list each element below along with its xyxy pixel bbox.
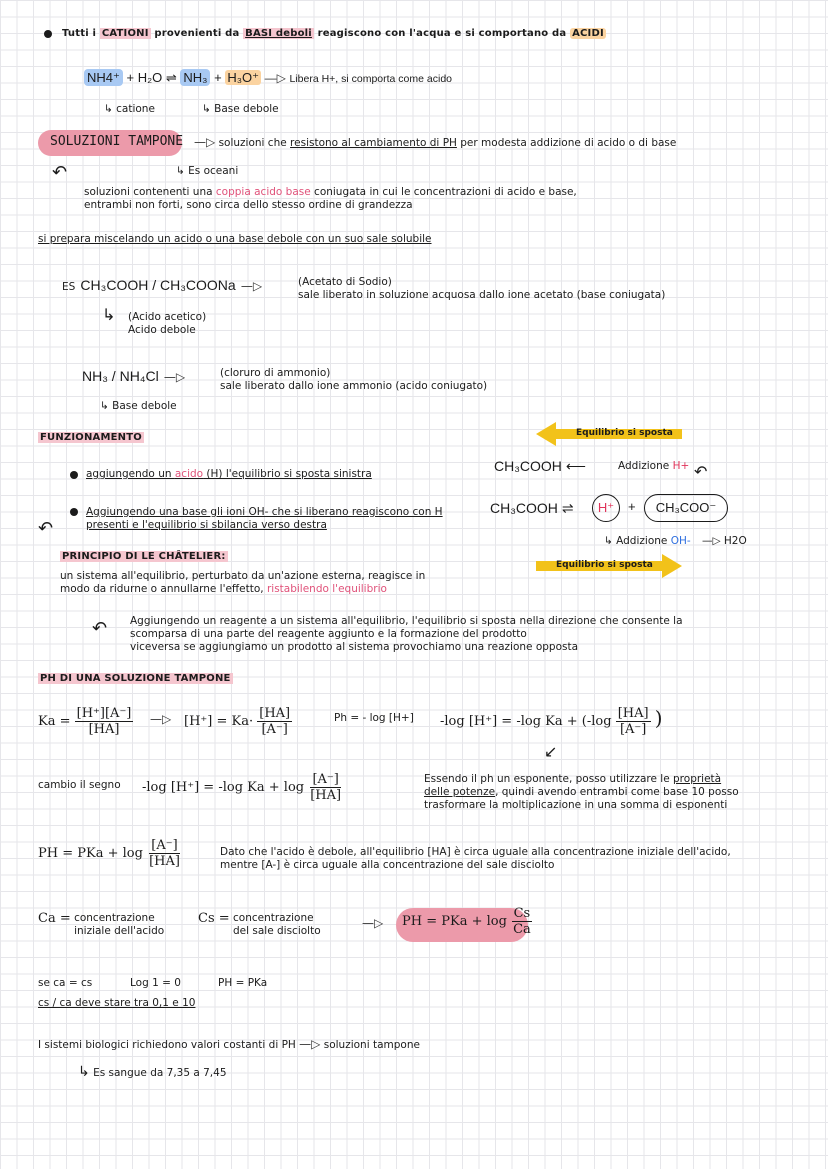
final-formula: PH = PKa + log $\frac{Cs}{Ca}$ [402, 906, 531, 937]
chatelier-title: PRINCIPIO DI LE CHÂTELIER: [62, 551, 226, 562]
buffer-description: soluzioni contenenti una coppia acido base coniugata in cui le concentrazioni di acido e base, entrambi non forti, sono circa dello stesso ordine di grandezza [84, 186, 577, 211]
example-ammonium: NH₃ / NH₄Cl —▷ [82, 368, 186, 384]
case-log: Log 1 = 0 [130, 977, 181, 989]
add-h-label: Addizione H+ [618, 460, 690, 472]
hh-note: Dato che l'acido è debole, all'equilibrio [HA] è circa uguale alla concentrazione iniziale dell'acido, mentre [A-] è circa uguale alla concentrazione del sale disciolto [220, 846, 731, 871]
plus-sign: + [628, 499, 636, 514]
hh-formula: PH = PKa + log $\frac{[A^-]}{[HA]}$ [38, 838, 180, 869]
case-equal: se ca = cs [38, 977, 93, 989]
section-functioning: FUNZIONAMENTO [40, 432, 142, 443]
buffer-title: SOLUZIONI TAMPONE [50, 134, 184, 149]
bullet [44, 30, 52, 38]
curved-arrow-icon: ↶ [694, 462, 708, 481]
label-cation: ↳ catione [104, 103, 155, 115]
shift-right-label: Equilibrio si sposta [556, 560, 653, 570]
preparation: si prepara miscelando un acido o una base debole con un suo sale solubile [38, 233, 432, 245]
sign-formula: -log [H⁺] = -log Ka + log $\frac{[A^-]}{[HA]}$ [142, 772, 342, 803]
section-ph: PH DI UNA SOLUZIONE TAMPONE [40, 673, 231, 684]
add-oh-label: ↳ Addizione OH- —▷ H2O [604, 535, 747, 547]
ca-definition: Ca = concentrazione iniziale dell'acido [38, 911, 165, 937]
exponent-note: Essendo il ph un esponente, posso utilizzare le proprietà delle potenze, quindi avendo entrambi come base 10 posso trasformare la moltiplicazione in una somma di esponenti [424, 773, 739, 811]
case-range: cs / ca deve stare tra 0,1 e 10 [38, 997, 196, 1009]
bullet [70, 471, 78, 479]
equilibrium-row1: CH₃COOH ⟵ [494, 458, 586, 474]
ka-formula: Ka = $\frac{[H^+][A^-]}{[HA]}$ [38, 706, 132, 737]
ammonium-note: (cloruro di ammonio) sale liberato dallo ione ammonio (acido coniugato) [220, 367, 488, 392]
curved-arrow-icon: ↶ [52, 162, 68, 183]
acid-addition: aggiungendo un acido (H) l'equilibrio si sposta sinistra [86, 468, 372, 480]
bio-example: ↳ Es sangue da 7,35 a 7,45 [78, 1064, 227, 1080]
acetate-note: (Acetato di Sodio) sale liberato in soluzione acquosa dallo ione acetato (base coniugata) [298, 276, 666, 301]
curved-arrow-icon: ↳ [102, 305, 116, 324]
sign-label: cambio il segno [38, 779, 121, 791]
case-ph: PH = PKa [218, 977, 268, 989]
equilibrium-row2: CH₃COOH ⇌ [490, 500, 574, 516]
reagent-text: Aggiungendo un reagente a un sistema all'equilibrio, l'equilibrio si sposta nella direzione che consente la scomparsa di una parte del reagente aggiunto e la formazione del prodotto viceversa se aggiungiamo un prodotto al sistema provochiamo una reazione opposta [130, 615, 683, 653]
ph-definition: Ph = - log [H+] [334, 712, 414, 724]
h-formula: [H⁺] = Ka· $\frac{[HA]}{[A^-]}$ [184, 706, 291, 737]
acetate-circle: CH₃COO⁻ [644, 494, 728, 522]
curved-arrow-icon: ↙ [544, 742, 558, 761]
bullet [70, 508, 78, 516]
arrow-icon: —▷ [150, 712, 172, 726]
arrow-icon: —▷ [362, 916, 384, 930]
equation-ammonium: NH4⁺ + H₂O ⇌ NH₃ + H₃O⁺ —▷ Libera H+, si comporta come acido [84, 70, 452, 86]
buffer-definition: —▷ soluzioni che resistono al cambiamento di PH per modesta addizione di acido o di base [194, 135, 677, 149]
intro-line: Tutti i CATIONI provenienti da BASI deboli reagiscono con l'acqua e si comportano da ACIDI [62, 28, 604, 39]
buffer-example: ↳ Es oceani [176, 165, 239, 177]
label-weak-base: ↳ Base debole [202, 103, 279, 115]
h-ion-circle: H⁺ [592, 494, 620, 522]
curved-arrow-icon: ↶ [92, 618, 108, 639]
curved-arrow-icon: ↶ [38, 518, 54, 539]
cs-definition: Cs = concentrazione del sale disciolto [198, 911, 321, 937]
shift-left-label: Equilibrio si sposta [576, 428, 673, 438]
acetic-acid-note: (Acido acetico) Acido debole [128, 311, 207, 336]
bio-line: I sistemi biologici richiedono valori costanti di PH —▷ soluzioni tampone [38, 1037, 420, 1051]
chatelier-text: un sistema all'equilibrio, perturbato da un'azione esterna, reagisce in modo da ridurne o annullarne l'effetto, ristabilendo l'equilibrio [60, 570, 426, 595]
example-acetate: ES CH₃COOH / CH₃COONa —▷ [62, 277, 263, 293]
base-addition: Aggiungendo una base gli ioni OH- che si liberano reagiscono con H presenti e l'equilibrio si sbilancia verso destra [86, 506, 443, 531]
weak-base-label: ↳ Base debole [100, 400, 177, 412]
log-formula: -log [H⁺] = -log Ka + (-log $\frac{[HA]}{[A^-]}$ ) [440, 706, 663, 737]
